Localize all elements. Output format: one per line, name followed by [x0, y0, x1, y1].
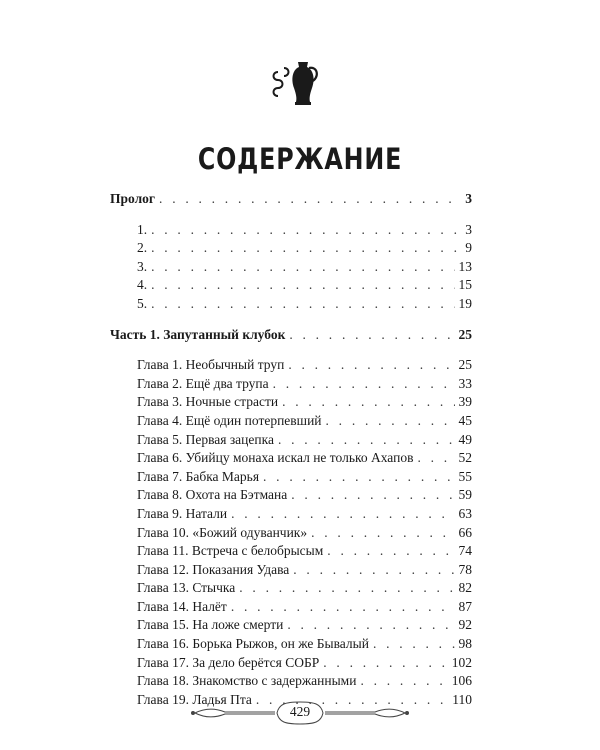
toc-entry-page: 9 [465, 240, 472, 256]
toc-leader-dots [151, 258, 454, 277]
toc-entry-label: Глава 8. Охота на Бэтмана [137, 487, 288, 503]
toc-leader-dots [288, 356, 454, 375]
toc-entry-label: Глава 3. Ночные страсти [137, 394, 279, 410]
toc-entry-label: 4. [137, 277, 148, 293]
toc-leader-dots [373, 635, 455, 654]
toc-entry-page: 19 [458, 295, 472, 311]
toc-entry-label: Глава 7. Бабка Марья [137, 468, 260, 484]
toc-entry-label: Пролог [110, 191, 156, 206]
toc-leader-dots [159, 190, 461, 209]
toc-entry-page: 74 [458, 543, 472, 559]
toc-section-entry [110, 326, 472, 345]
toc-entry-page: 52 [458, 450, 472, 466]
toc-leader-dots [231, 598, 455, 617]
toc-entry [110, 505, 472, 524]
toc-entry-label: Глава 12. Показания Удава [137, 561, 290, 577]
toc-leader-dots [291, 486, 454, 505]
toc-leader-dots [151, 239, 461, 258]
toc-leader-dots [417, 449, 454, 468]
toc-leader-dots [289, 326, 454, 345]
toc-entry-page: 98 [458, 636, 472, 652]
toc-leader-dots [151, 221, 461, 240]
toc-entry [110, 412, 472, 431]
toc-entry-label: Глава 14. Налёт [137, 598, 227, 614]
toc-entry [110, 486, 472, 505]
table-of-contents [110, 190, 472, 709]
toc-entry-label: Глава 16. Борька Рыжов, он же Бывалый [137, 636, 369, 652]
toc-entry [110, 561, 472, 580]
toc-entry [110, 276, 472, 295]
toc-entry-label: Глава 2. Ещё два трупа [137, 375, 269, 391]
toc-entry [110, 616, 472, 635]
toc-entry-label: 5. [137, 295, 148, 311]
toc-leader-dots [151, 295, 454, 314]
toc-entry-label: Глава 9. Натали [137, 505, 228, 521]
toc-entry-label: 3. [137, 258, 148, 274]
toc-entry-page: 49 [458, 431, 472, 447]
toc-entry [110, 295, 472, 314]
toc-entry [110, 356, 472, 375]
toc-entry-page: 106 [451, 673, 472, 689]
toc-entry-page: 33 [458, 375, 472, 391]
toc-entry [110, 598, 472, 617]
toc-leader-dots [239, 579, 454, 598]
toc-entry-label: Глава 13. Стычка [137, 580, 236, 596]
toc-entry [110, 672, 472, 691]
toc-entry-page: 55 [458, 468, 472, 484]
toc-entry [110, 542, 472, 561]
toc-entry [110, 654, 472, 673]
toc-entry [110, 375, 472, 394]
toc-entry [110, 431, 472, 450]
toc-entry-page: 45 [458, 412, 472, 428]
toc-entry [110, 524, 472, 543]
toc-entry-page: 87 [458, 598, 472, 614]
toc-entry [110, 468, 472, 487]
page-title: СОДЕРЖАНИЕ [197, 142, 403, 176]
toc-entry-page: 66 [458, 524, 472, 540]
toc-section-entry [110, 190, 472, 209]
toc-leader-dots [293, 561, 454, 580]
toc-entry-label: 2. [137, 240, 148, 256]
toc-entry [110, 635, 472, 654]
toc-entry-page: 92 [458, 617, 472, 633]
toc-leader-dots [323, 654, 447, 673]
page-number: 429 [289, 704, 311, 719]
toc-entry-page: 82 [458, 580, 472, 596]
toc-entry-label: Глава 10. «Божий одуванчик» [137, 524, 308, 540]
toc-entry-page: 25 [458, 357, 472, 373]
toc-entry-page: 25 [458, 326, 472, 342]
toc-entry-page: 78 [458, 561, 472, 577]
toc-entry-page: 15 [458, 277, 472, 293]
toc-leader-dots [151, 276, 454, 295]
toc-entry-page: 13 [458, 258, 472, 274]
amphora-ornament-icon [268, 58, 332, 106]
toc-entry [110, 239, 472, 258]
toc-entry-page: 3 [465, 221, 472, 237]
toc-leader-dots [287, 616, 454, 635]
toc-entry [110, 449, 472, 468]
toc-entry-page: 3 [465, 191, 472, 206]
toc-entry [110, 393, 472, 412]
toc-entry [110, 579, 472, 598]
toc-entry-label: Глава 17. За дело берётся СОБР [137, 654, 320, 670]
toc-entry-label: Глава 19. Ладья Пта [137, 691, 252, 707]
toc-leader-dots [360, 672, 447, 691]
toc-entry-page: 102 [451, 654, 472, 670]
toc-entry-label: Глава 6. Убийцу монаха искал не только Ахапов [137, 450, 414, 466]
toc-entry-label: 1. [137, 221, 148, 237]
toc-leader-dots [327, 542, 454, 561]
toc-leader-dots [278, 431, 455, 450]
page-footer [185, 698, 415, 728]
toc-entry-page: 63 [458, 505, 472, 521]
toc-leader-dots [263, 468, 454, 487]
toc-leader-dots [273, 375, 455, 394]
toc-leader-dots [282, 393, 454, 412]
toc-entry-page: 59 [458, 487, 472, 503]
toc-leader-dots [231, 505, 454, 524]
toc-entry [110, 221, 472, 240]
toc-leader-dots [311, 524, 454, 543]
toc-entry-label: Глава 5. Первая зацепка [137, 431, 274, 447]
toc-entry-label: Глава 15. На ложе смерти [137, 617, 284, 633]
toc-entry-label: Глава 4. Ещё один потерпевший [137, 412, 322, 428]
toc-entry-label: Глава 11. Встреча с белобрысым [137, 543, 324, 559]
toc-entry-page: 110 [452, 691, 472, 707]
toc-entry-label: Часть 1. Запутанный клубок [110, 326, 286, 342]
toc-leader-dots [326, 412, 455, 431]
toc-entry-label: Глава 18. Знакомство с задержанными [137, 673, 357, 689]
toc-entry [110, 258, 472, 277]
toc-entry-label: Глава 1. Необычный труп [137, 357, 285, 373]
toc-entry-page: 39 [458, 394, 472, 410]
